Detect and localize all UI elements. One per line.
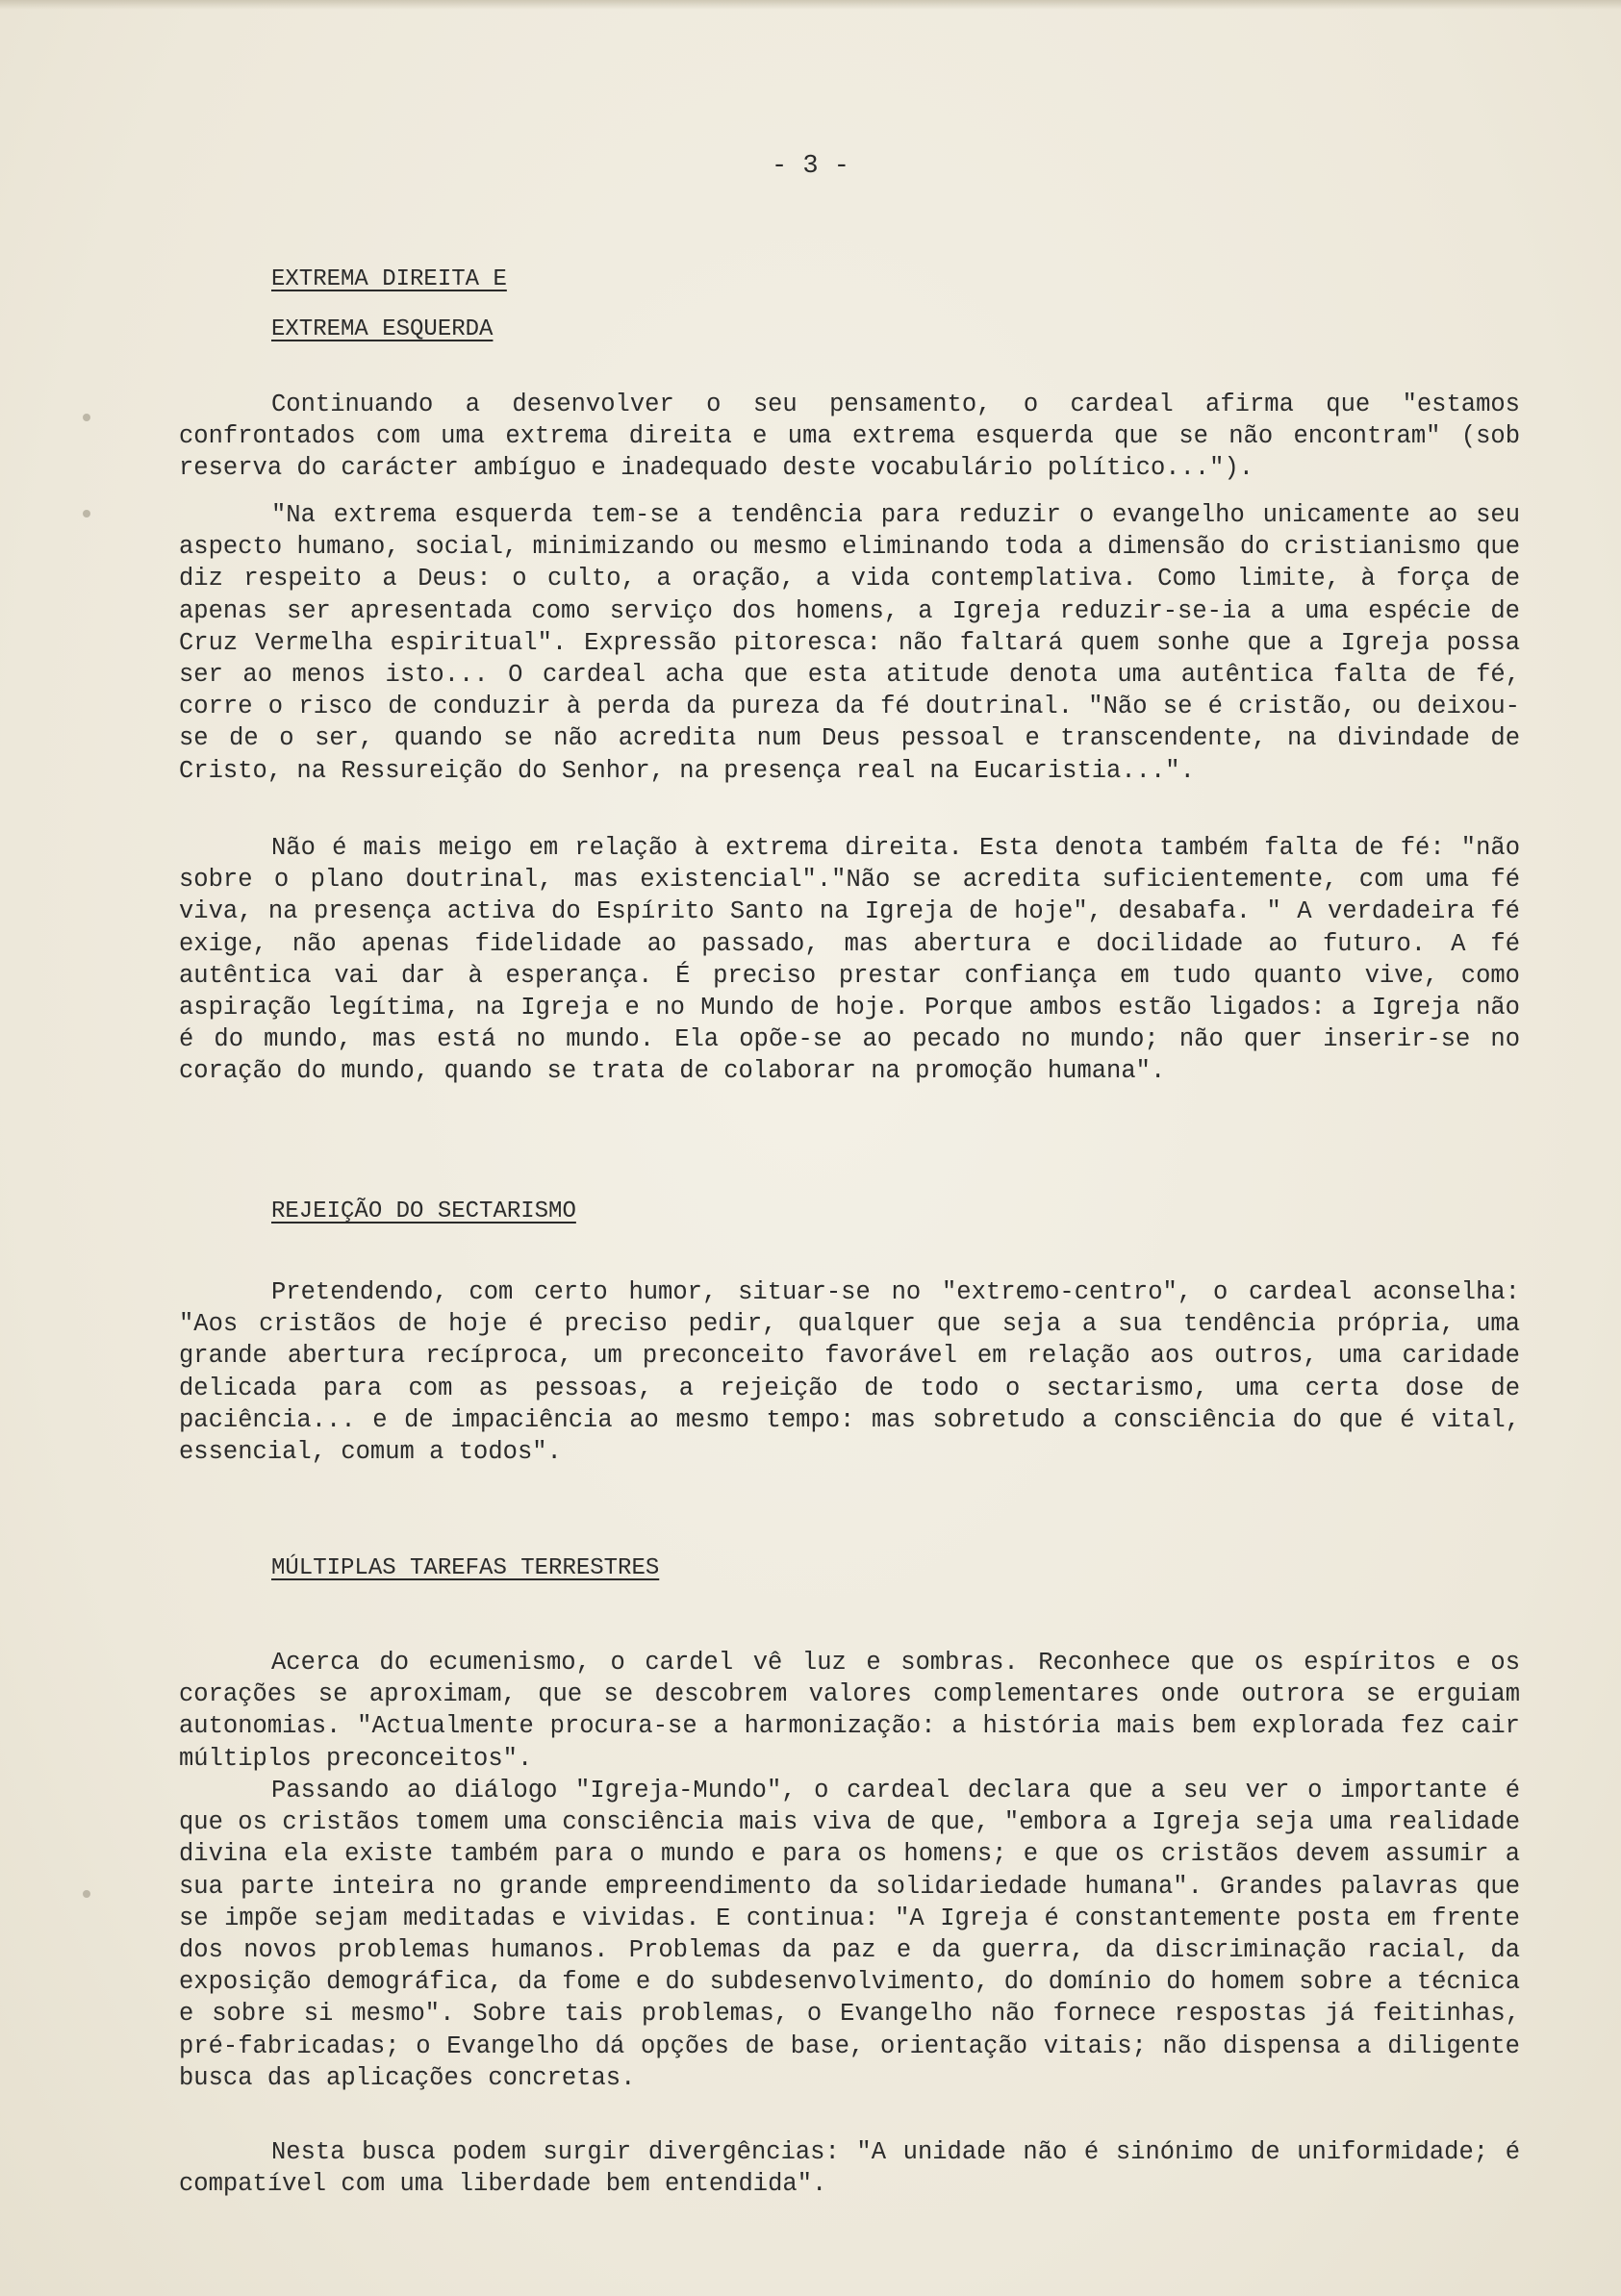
page-number: - 3 - — [771, 152, 849, 181]
paragraph: Não é mais meigo em relação à extrema direita. Esta denota também falta de fé: "não sobre o plano doutrinal, mas existencial"."Não se acredita suficientemente, com uma fé viva, na presença activa do Espírito Santo na Igreja de hoje", desabafa. " A verdadeira fé exige, não apenas fidelidade ao passado, mas abertura e docilidade ao futuro. A fé autêntica vai dar à esperança. É preciso prestar confiança em tudo quanto vive, como aspiração legítima, na Igreja e no Mundo de hoje. Porque ambos estão ligados: a Igreja não é do mundo, mas está no mundo. Ela opõe-se ao pecado no mundo; não quer inserir-se no coração do mundo, quando se trata de colaborar na promoção humana". — [179, 834, 1520, 1086]
section-heading-line: EXTREMA DIREITA E — [271, 266, 507, 292]
punch-hole-mark — [83, 414, 90, 421]
punch-hole-mark — [83, 1890, 90, 1898]
paragraph: "Na extrema esquerda tem-se a tendência para reduzir o evangelho unicamente ao seu aspecto humano, social, minimizando ou mesmo eliminando toda a dimensão do cristianismo que diz respeito a Deus: o culto, a oração, a vida contemplativa. Como limite, à força de apenas ser apresentada como serviço dos homens, a Igreja reduzir-se-ia a uma espécie de Cruz Vermelha espiritual". Expressão pitoresca: não faltará quem sonhe que a Igreja possa ser ao menos isto... O cardeal acha que esta atitude denota uma autêntica falta de fé, corre o risco de conduzir à perda da pureza da fé doutrinal. "Não se é cristão, ou deixou-se de o ser, quando se não acredita num Deus pessoal e transcendente, na divindade de Cristo, na Ressureição do Senhor, na presença real na Eucaristia...". — [179, 501, 1520, 785]
page-edge-shadow — [0, 0, 1621, 10]
paragraph: Nesta busca podem surgir divergências: "A unidade não é sinónimo de uniformidade; é compatível com uma liberdade bem entendida". — [179, 2138, 1520, 2199]
paragraph: Continuando a desenvolver o seu pensamento, o cardeal afirma que "estamos confrontados com uma extrema direita e uma extrema esquerda que se não encontram" (sob reserva do carácter ambíguo e inadequado deste vocabulário político..."). — [179, 391, 1520, 483]
section-heading-line: EXTREMA ESQUERDA — [271, 316, 494, 342]
paragraph: Acerca do ecumenismo, o cardel vê luz e sombras. Reconhece que os espíritos e os corações se aproximam, que se descobrem valores complementares onde outrora se erguiam autonomias. "Actualmente procura-se a harmonização: a história mais bem explorada fez cair múltiplos preconceitos". — [179, 1649, 1520, 1773]
section-heading-line: REJEIÇÃO DO SECTARISMO — [271, 1198, 576, 1224]
paragraph: Pretendendo, com certo humor, situar-se no "extremo-centro", o cardeal aconselha: "Aos cristãos de hoje é preciso pedir, qualquer que seja a sua tendência própria, uma grande abertura recíproca, um preconceito favorável em relação aos outros, uma caridade delicada para com as pessoas, a rejeição de todo o sectarismo, uma certa dose de paciência... e de impaciência ao mesmo tempo: mas sobretudo a consciência do que é vital, essencial, comum a todos". — [179, 1278, 1520, 1467]
paragraph: Passando ao diálogo "Igreja-Mundo", o cardeal declara que a seu ver o importante é que os cristãos tomem uma consciência mais viva de que, "embora a Igreja seja uma realidade divina ela existe também para o mundo e para os homens; e que os cristãos devem assumir a sua parte inteira no grande empreendimento da solidariedade humana". Grandes palavras que se impõe sejam meditadas e vividas. E continua: "A Igreja é constantemente posta em frente dos novos problemas humanos. Problemas da paz e da guerra, da discriminação racial, da exposição demográfica, da fome e do subdesenvolvimento, do domínio do homem sobre a técnica e sobre si mesmo". Sobre tais problemas, o Evangelho não fornece respostas já feitinhas, pré-fabricadas; o Evangelho dá opções de base, orientação vitais; não dispensa a diligente busca das aplicações concretas. — [179, 1777, 1520, 2092]
section-heading-line: MÚLTIPLAS TAREFAS TERRESTRES — [271, 1555, 660, 1581]
punch-hole-mark — [83, 510, 90, 517]
